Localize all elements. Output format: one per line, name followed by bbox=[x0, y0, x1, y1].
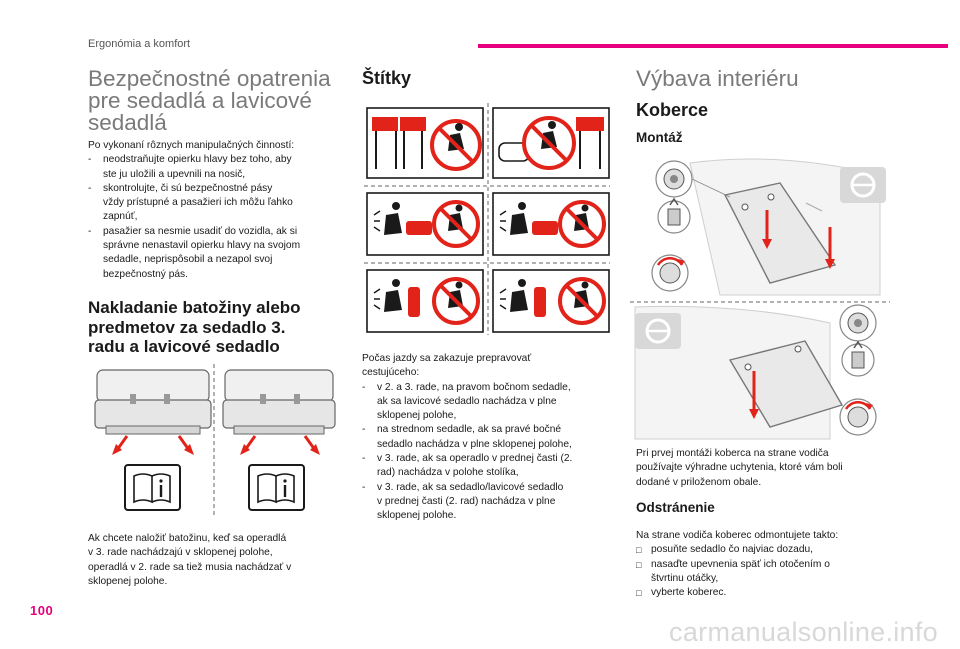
step-checkbox-icon: □ bbox=[636, 588, 642, 599]
montaz-text bbox=[636, 447, 896, 490]
list-line: sedadle, neprispôsobil a nezapol svoj bbox=[103, 254, 273, 266]
list-line: sedadlo nachádza v plne sklopenej polohe, bbox=[377, 438, 572, 450]
dash-marker: - bbox=[362, 481, 366, 493]
list-item bbox=[362, 381, 614, 424]
watermark: carmanualsonline.info bbox=[669, 617, 938, 647]
steering-wheel-icon bbox=[840, 167, 886, 203]
col3-title: Výbava interiéru bbox=[636, 66, 799, 91]
list-line: posuňte sedadlo čo najviac dozadu, bbox=[651, 544, 813, 556]
warning-labels-grid bbox=[364, 103, 610, 335]
list-item bbox=[636, 543, 906, 557]
section-montaz-heading: Montáž bbox=[636, 130, 683, 145]
montaz-line: používajte výhradne uchytenia, ktoré vám boli bbox=[636, 462, 843, 474]
warning-label-front-folded bbox=[493, 270, 609, 332]
floor-mat-illustration bbox=[630, 155, 890, 440]
dash-marker: - bbox=[362, 381, 366, 393]
col1-footer-line: operadlá v 2. rade sa tiež musia nachádzať v bbox=[88, 561, 292, 573]
col2-intro-line: Počas jazdy sa zakazuje prepravovať bbox=[362, 353, 532, 364]
list-line: neodstraňujte opierku hlavy bez toho, aby bbox=[103, 154, 292, 166]
col1-subtitle-line: Nakladanie batožiny alebo bbox=[88, 298, 301, 317]
col3-subtitle: Koberce bbox=[636, 100, 709, 120]
steering-wheel-icon bbox=[635, 313, 681, 349]
list-line: ak sa lavicové sedadlo nachádza v plne bbox=[377, 395, 557, 407]
list-line: v 2. a 3. rade, na pravom bočnom sedadle, bbox=[377, 381, 571, 393]
rotate-fastener-icon bbox=[652, 255, 688, 291]
list-item bbox=[362, 452, 614, 481]
bench-seat-left-illustration bbox=[95, 370, 211, 455]
list-item bbox=[88, 225, 350, 282]
step-checkbox-icon: □ bbox=[636, 545, 642, 556]
col1-subtitle-line: predmetov za sedadlo 3. bbox=[88, 317, 286, 337]
list-line: rad) nachádza v polohe stolíka, bbox=[377, 467, 519, 479]
col1-footer-line: v 3. rade nachádzajú v sklopenej polohe, bbox=[88, 547, 273, 559]
col2-intro-line: cestujúceho: bbox=[362, 367, 420, 379]
list-line: sklopenej polohe. bbox=[377, 510, 457, 522]
warning-label-seat-folded bbox=[367, 108, 483, 178]
clip-detail-icon bbox=[842, 342, 874, 376]
warning-label-table-position bbox=[367, 270, 483, 332]
step-checkbox-icon: □ bbox=[636, 559, 642, 570]
list-line: správne nenastavil opierku hlavy na svojom bbox=[103, 240, 301, 252]
list-line: vyberte koberec. bbox=[651, 587, 727, 599]
dash-marker: - bbox=[88, 154, 92, 166]
montaz-line: Pri prvej montáži koberca na strane vodiča bbox=[636, 448, 829, 459]
removal-intro: Na strane vodiča koberec odmontujete takto: bbox=[636, 530, 839, 541]
list-line: vždy prístupné a pasažieri ich môžu ľahko bbox=[103, 197, 293, 209]
manual-book-icon bbox=[125, 465, 180, 510]
warning-label-right-seat bbox=[493, 193, 609, 255]
list-line: sklopenej polohe, bbox=[377, 410, 457, 422]
list-line: zapnúť, bbox=[103, 211, 138, 223]
col1-footer-line: Ak chcete naložiť batožinu, keď sa operadlá bbox=[88, 533, 287, 544]
list-item bbox=[88, 182, 350, 225]
list-item bbox=[362, 481, 614, 524]
luggage-illustration bbox=[92, 362, 337, 522]
warning-label-middle-seat bbox=[367, 193, 483, 255]
list-line: ste ju uložili a upevnili na nosič, bbox=[103, 168, 246, 180]
manual-book-icon bbox=[249, 465, 304, 510]
fastener-detail-icon bbox=[840, 305, 876, 341]
list-item bbox=[636, 586, 906, 600]
rotate-fastener-icon bbox=[840, 399, 876, 435]
dash-marker: - bbox=[88, 182, 92, 194]
list-line: skontrolujte, či sú bezpečnostné pásy bbox=[103, 182, 273, 194]
col1-title-line: Bezpečnostné opatrenia bbox=[88, 66, 331, 91]
dash-marker: - bbox=[362, 424, 366, 436]
col1-footer-line: sklopenej polohe. bbox=[88, 575, 168, 587]
list-item bbox=[88, 153, 350, 182]
list-item bbox=[362, 423, 614, 452]
list-line: nasaďte upevnenia späť ich otočením o bbox=[651, 558, 830, 570]
page-number: 100 bbox=[30, 603, 54, 618]
list-line: v prednej časti (2. rad) nachádza v plne bbox=[377, 495, 556, 507]
col1-intro: Po vykonaní rôznych manipulačných činností: bbox=[88, 140, 295, 151]
list-line: bezpečnostný pás. bbox=[103, 268, 188, 280]
list-line: v 3. rade, ak sa sedadlo/lavicové sedadlo bbox=[377, 481, 564, 493]
bench-seat-right-illustration bbox=[223, 370, 335, 455]
col1-subtitle-line: radu a lavicové sedadlo bbox=[88, 337, 280, 356]
dash-marker: - bbox=[362, 453, 366, 465]
col1-subtitle bbox=[88, 298, 301, 357]
list-line: štvrtinu otáčky, bbox=[651, 572, 719, 584]
warning-label-bench-folded bbox=[493, 108, 609, 178]
col1-title-line: sedadlá bbox=[88, 110, 167, 135]
col2-title: Štítky bbox=[362, 68, 412, 88]
col2-body bbox=[362, 352, 614, 524]
header-accent-bar bbox=[478, 44, 948, 48]
col1-body bbox=[88, 139, 350, 282]
col1-title bbox=[88, 68, 331, 134]
montaz-line: dodané v priloženom obale. bbox=[636, 476, 762, 488]
list-line: na strednom sedadle, ak sa pravé bočné bbox=[377, 424, 562, 436]
col1-footer bbox=[88, 532, 350, 589]
dash-marker: - bbox=[88, 225, 92, 237]
list-item bbox=[636, 558, 906, 587]
section-odstranenie-heading: Odstránenie bbox=[636, 500, 715, 515]
list-line: v 3. rade, ak sa operadlo v prednej časti (2. bbox=[377, 453, 573, 465]
list-line: pasažier sa nesmie usadiť do vozidla, ak si bbox=[103, 225, 298, 237]
section-header: Ergonómia a komfort bbox=[88, 38, 191, 50]
col1-title-line: pre sedadlá a lavicové bbox=[88, 88, 312, 113]
removal-text bbox=[636, 529, 906, 600]
